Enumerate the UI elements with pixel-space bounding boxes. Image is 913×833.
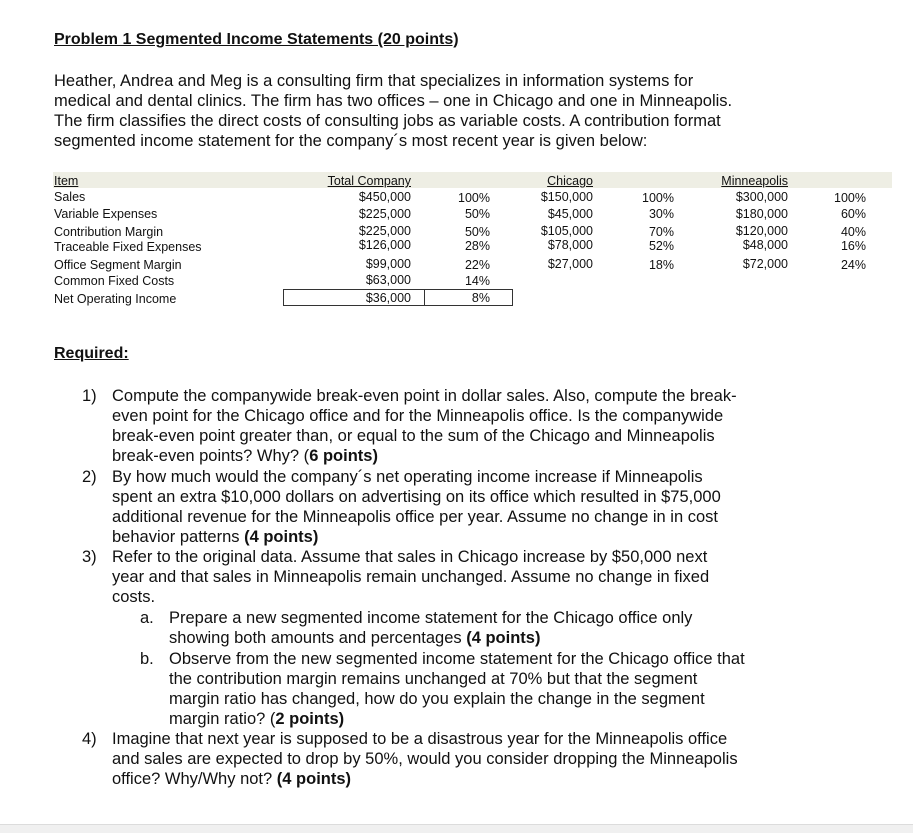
chicago-sales-pct: 100%	[642, 191, 674, 205]
question-line	[112, 446, 792, 466]
question-text	[112, 386, 792, 466]
total-office-segment-margin-pct: 22%	[464, 258, 490, 272]
question-text	[169, 608, 789, 648]
required-heading: Required:	[54, 345, 129, 362]
question-line: Refer to the original data. Assume that sales in Chicago increase by $50,000 next	[112, 548, 708, 566]
question-line: costs.	[112, 588, 156, 606]
header-minneapolis: Minneapolis	[721, 174, 788, 188]
net-operating-income-divider	[424, 289, 425, 306]
total-sales: $450,000	[358, 190, 411, 204]
row-label-common-fixed-costs: Common Fixed Costs	[54, 274, 175, 288]
row-label-sales: Sales	[54, 190, 86, 204]
total-net-operating-income-pct: 8%	[471, 291, 490, 305]
segmented-income-table	[53, 172, 892, 308]
question-line: Compute the companywide break-even point in dollar sales. Also, compute the break-	[112, 387, 737, 405]
points-label: 6 points)	[309, 447, 378, 465]
total-common-fixed-costs-pct: 14%	[464, 274, 490, 288]
question-text	[112, 547, 792, 607]
minneapolis-variable-expenses: $180,000	[735, 207, 788, 221]
minneapolis-traceable-fixed-expenses-pct: 16%	[840, 239, 866, 253]
intro-line: The firm classifies the direct costs of consulting jobs as variable costs. A contribution format	[54, 112, 721, 130]
chicago-office-segment-margin-pct: 18%	[648, 258, 674, 272]
question-line: and sales are expected to drop by 50%, would you consider dropping the Minneapolis	[112, 750, 738, 768]
question-line: Prepare a new segmented income statement for the Chicago office only	[169, 609, 693, 627]
minneapolis-variable-expenses-pct: 60%	[840, 207, 866, 221]
points-label: 2 points)	[275, 710, 345, 728]
question-text	[169, 649, 789, 729]
total-contribution-margin-pct: 50%	[464, 225, 490, 239]
question-text	[112, 729, 792, 789]
chicago-contribution-margin: $105,000	[540, 224, 593, 238]
minneapolis-office-segment-margin: $72,000	[742, 257, 788, 271]
chicago-office-segment-margin: $27,000	[547, 257, 593, 271]
total-variable-expenses-pct: 50%	[464, 207, 490, 221]
question-line	[112, 527, 792, 547]
question-line: spent an extra $10,000 dollars on advertising on its office which resulted in $75,000	[112, 488, 721, 506]
minneapolis-sales-pct: 100%	[834, 191, 866, 205]
total-traceable-fixed-expenses: $126,000	[358, 238, 411, 252]
problem-title: Problem 1 Segmented Income Statements (20 points)	[54, 31, 459, 48]
minneapolis-sales: $300,000	[735, 190, 788, 204]
question-text-span: behavior patterns	[112, 528, 245, 546]
intro-paragraph	[54, 71, 814, 151]
question-text-span: showing both amounts and percentages	[169, 629, 467, 647]
row-label-variable-expenses: Variable Expenses	[54, 207, 158, 221]
question-line	[169, 628, 789, 648]
total-traceable-fixed-expenses-pct: 28%	[464, 239, 490, 253]
chicago-traceable-fixed-expenses-pct: 52%	[648, 239, 674, 253]
total-common-fixed-costs: $63,000	[365, 273, 411, 287]
header-chicago: Chicago	[547, 174, 593, 188]
question-number: 3)	[82, 548, 97, 566]
row-label-traceable-fixed-expenses: Traceable Fixed Expenses	[54, 240, 202, 254]
intro-line: segmented income statement for the company´s most recent year is given below:	[54, 132, 648, 150]
question-line	[112, 769, 792, 789]
question-number: a.	[140, 609, 154, 627]
row-label-contribution-margin: Contribution Margin	[54, 225, 164, 239]
total-contribution-margin: $225,000	[358, 224, 411, 238]
total-office-segment-margin: $99,000	[365, 257, 411, 271]
points-label: (4 points)	[244, 528, 319, 546]
total-sales-pct: 100%	[458, 191, 490, 205]
row-label-net-operating-income: Net Operating Income	[54, 292, 177, 306]
chicago-contribution-margin-pct: 70%	[648, 225, 674, 239]
row-label-office-segment-margin: Office Segment Margin	[54, 258, 182, 272]
question-number: 2)	[82, 468, 97, 486]
chicago-traceable-fixed-expenses: $78,000	[547, 238, 593, 252]
question-number: b.	[140, 650, 154, 668]
minneapolis-office-segment-margin-pct: 24%	[840, 258, 866, 272]
question-line: Imagine that next year is supposed to be a disastrous year for the Minneapolis office	[112, 730, 728, 748]
points-label: (4 points)	[276, 770, 352, 788]
header-item: Item	[54, 174, 79, 188]
question-line: even point for the Chicago office and for the Minneapolis office. Is the companywide	[112, 407, 724, 425]
chicago-variable-expenses-pct: 30%	[648, 207, 674, 221]
chicago-sales: $150,000	[540, 190, 593, 204]
question-number: 4)	[82, 730, 97, 748]
points-label: (4 points)	[466, 629, 541, 647]
question-line: break-even point greater than, or equal to the sum of the Chicago and Minneapolis	[112, 427, 715, 445]
question-line	[169, 709, 789, 729]
question-line: year and that sales in Minneapolis remain unchanged. Assume no change in fixed	[112, 568, 710, 586]
question-line: the contribution margin remains unchanged at 70% but that the segment	[169, 670, 698, 688]
total-variable-expenses: $225,000	[358, 207, 411, 221]
minneapolis-traceable-fixed-expenses: $48,000	[742, 238, 788, 252]
question-text-span: office? Why/Why not?	[112, 770, 277, 788]
question-line: By how much would the company´s net operating income increase if Minneapolis	[112, 468, 703, 486]
question-text	[112, 467, 792, 547]
minneapolis-contribution-margin: $120,000	[735, 224, 788, 238]
question-text-span: break-even points? Why? (	[112, 447, 310, 465]
question-line: Observe from the new segmented income statement for the Chicago office that	[169, 650, 745, 668]
question-text-span: margin ratio? (	[169, 710, 276, 728]
intro-line: medical and dental clinics. The firm has two offices – one in Chicago and one in Minneapolis.	[54, 92, 733, 110]
question-number: 1)	[82, 387, 97, 405]
question-line: margin ratio has changed, how do you explain the change in the segment	[169, 690, 705, 708]
total-net-operating-income: $36,000	[365, 291, 411, 305]
intro-line: Heather, Andrea and Meg is a consulting firm that specializes in information systems for	[54, 72, 694, 90]
chicago-variable-expenses: $45,000	[547, 207, 593, 221]
question-line: additional revenue for the Minneapolis office per year. Assume no change in in cost	[112, 508, 718, 526]
header-total-company: Total Company	[327, 174, 411, 188]
minneapolis-contribution-margin-pct: 40%	[840, 225, 866, 239]
